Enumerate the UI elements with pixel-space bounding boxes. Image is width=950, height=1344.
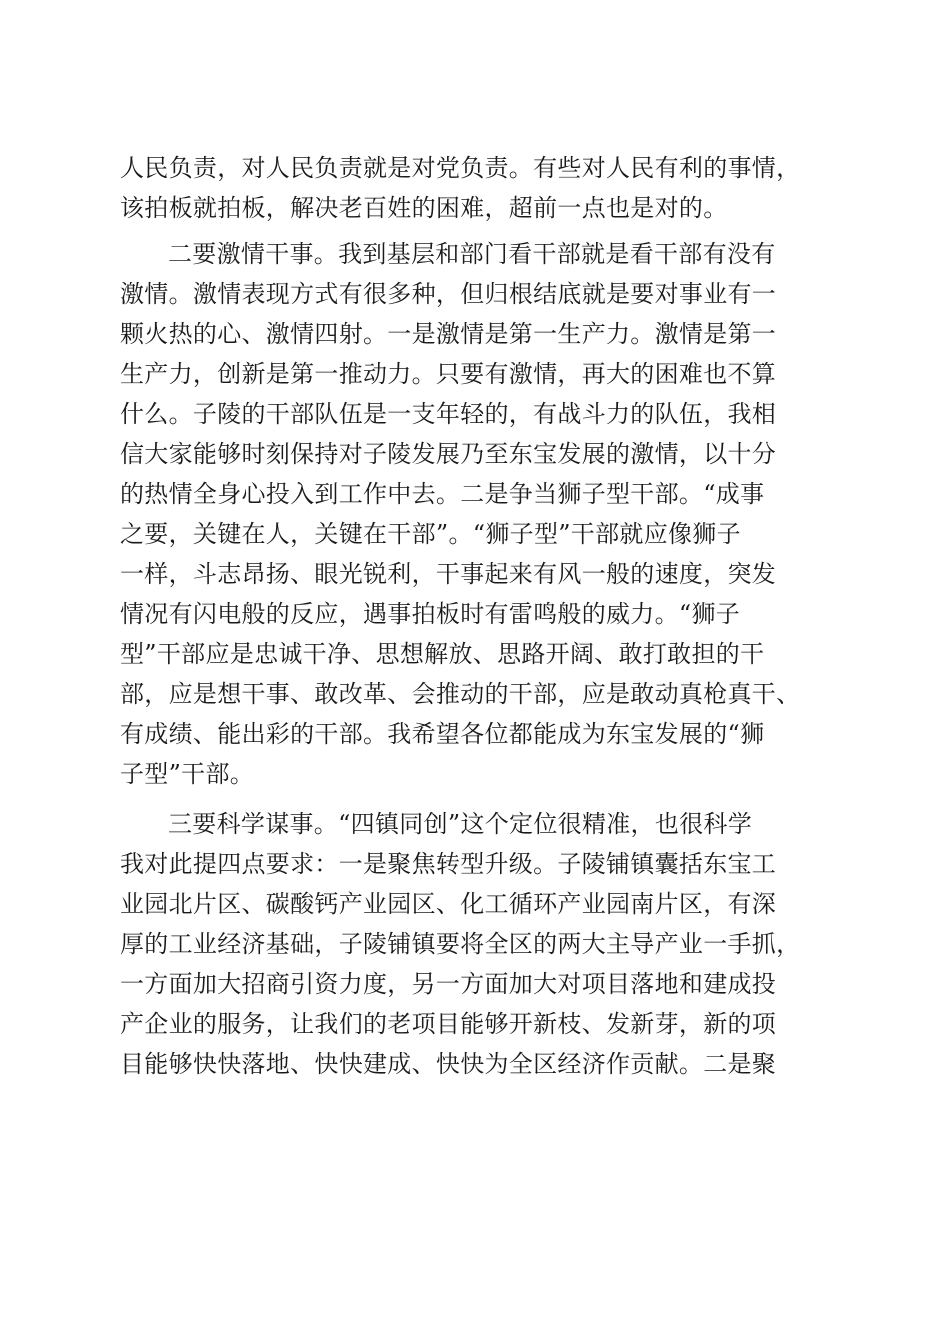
paragraph-2-line-9: 一样，斗志昂扬、眼光锐利，干事起来有风一般的速度，突发 xyxy=(120,560,777,588)
paragraph-3-line-7: 目能够快快落地、快快建成、快快为全区经济作贡献。二是聚 xyxy=(120,1050,777,1078)
paragraph-2-line-11: 型”干部应是忠诚干净、思想解放、思路开阔、敢打敢担的干 xyxy=(120,640,765,668)
paragraph-1-line-1: 人民负责，对人民负责就是对党负责。有些对人民有利的事情， xyxy=(120,154,801,182)
paragraph-2-line-10: 情况有闪电般的反应，遇事拍板时有雷鸣般的威力。“狮子 xyxy=(120,600,741,628)
paragraph-2-line-3: 颗火热的心、激情四射。一是激情是第一生产力。激情是第一 xyxy=(120,320,777,348)
paragraph-3-line-4: 厚的工业经济基础，子陵铺镇要将全区的两大主导产业一手抓， xyxy=(120,930,801,958)
paragraph-2-line-1: 二要激情干事。我到基层和部门看干部就是看干部有没有 xyxy=(168,240,776,268)
paragraph-3-line-5: 一方面加大招商引资力度，另一方面加大对项目落地和建成投 xyxy=(120,970,777,998)
paragraph-3-line-6: 产企业的服务，让我们的老项目能够开新枝、发新芽，新的项 xyxy=(120,1010,777,1038)
document-body xyxy=(120,148,830,1178)
paragraph-2-line-8: 之要，关键在人，关键在干部”。“狮子型”干部就应像狮子 xyxy=(120,520,741,548)
paragraph-2-line-7: 的热情全身心投入到工作中去。二是争当狮子型干部。“成事 xyxy=(120,480,765,508)
paragraph-3-line-2: 我对此提四点要求：一是聚焦转型升级。子陵铺镇囊括东宝工 xyxy=(120,850,777,878)
paragraph-3-line-1: 三要科学谋事。“四镇同创”这个定位很精准，也很科学 xyxy=(168,810,753,838)
paragraph-2-line-4: 生产力，创新是第一推动力。只要有激情，再大的困难也不算 xyxy=(120,360,777,388)
paragraph-2-line-2: 激情。激情表现方式有很多种，但归根结底就是要对事业有一 xyxy=(120,280,777,308)
paragraph-1-line-2: 该拍板就拍板，解决老百姓的困难，超前一点也是对的。 xyxy=(120,194,728,222)
paragraph-2-line-13: 有成绩、能出彩的干部。我希望各位都能成为东宝发展的“狮 xyxy=(120,720,765,748)
paragraph-2-line-14: 子型”干部。 xyxy=(120,760,255,788)
paragraph-2-line-6: 信大家能够时刻保持对子陵发展乃至东宝发展的激情，以十分 xyxy=(120,440,777,468)
paragraph-2-line-5: 什么。子陵的干部队伍是一支年轻的，有战斗力的队伍，我相 xyxy=(120,400,777,428)
paragraph-3-line-3: 业园北片区、碳酸钙产业园区、化工循环产业园南片区，有深 xyxy=(120,890,777,918)
paragraph-2-line-12: 部，应是想干事、敢改革、会推动的干部，应是敢动真枪真干、 xyxy=(120,680,801,708)
